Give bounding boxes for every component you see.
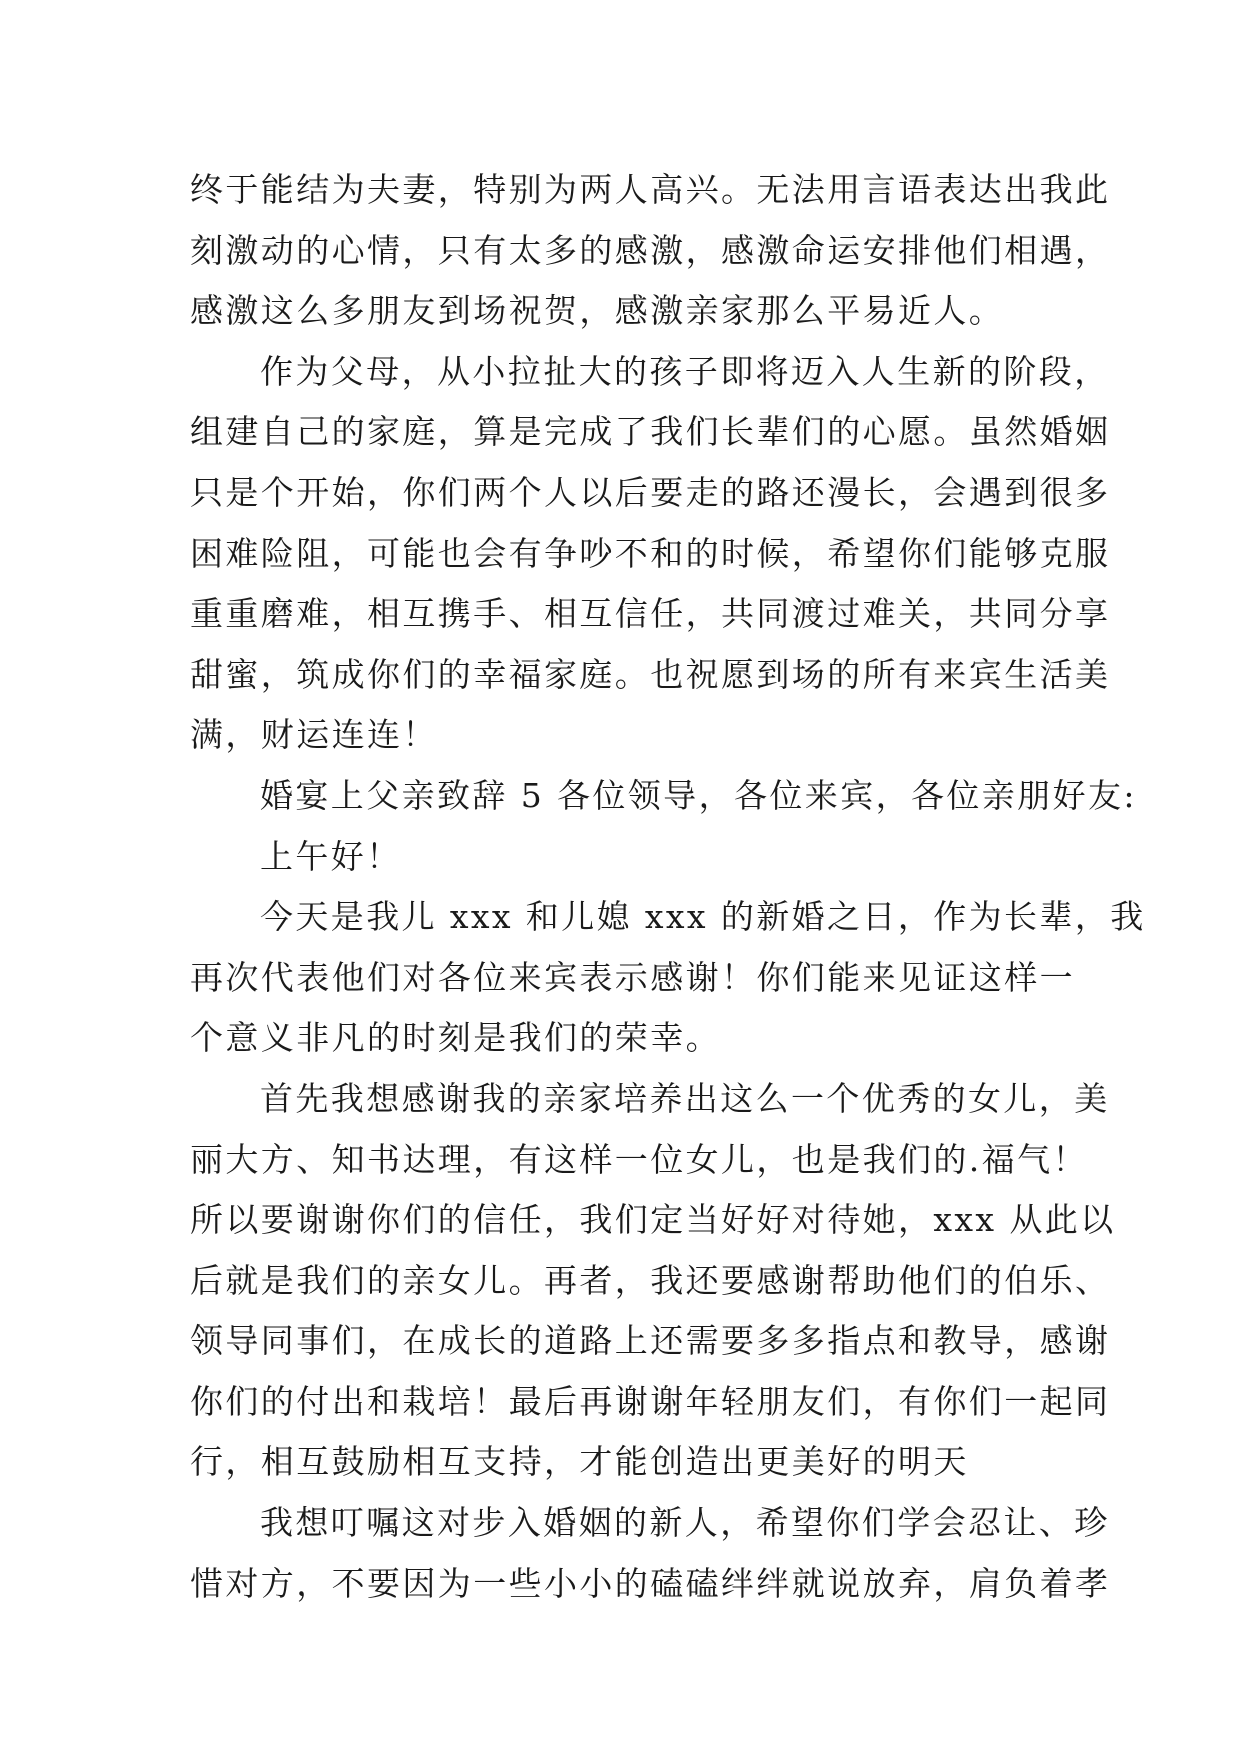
text-line: 作为父母，从小拉扯大的孩子即将迈入人生新的阶段， xyxy=(260,351,1110,391)
text-line: 个意义非凡的时刻是我们的荣幸。 xyxy=(190,1018,721,1058)
text-line: 刻激动的心情，只有太多的感激，感激命运安排他们相遇， xyxy=(190,230,1111,270)
text-line: 上午好！ xyxy=(260,836,402,876)
text-line: 后就是我们的亲女儿。再者，我还要感谢帮助他们的伯乐、 xyxy=(190,1260,1111,1300)
text-line: 再次代表他们对各位来宾表示感谢！你们能来见证这样一 xyxy=(190,957,1075,997)
text-line: 满，财运连连！ xyxy=(190,715,438,755)
text-line: 今天是我儿 xxx 和儿媳 xxx 的新婚之日，作为长辈，我 xyxy=(260,897,1146,937)
text-line: 你们的付出和栽培！最后再谢谢年轻朋友们，有你们一起同 xyxy=(190,1381,1111,1421)
text-line: 领导同事们，在成长的道路上还需要多多指点和教导，感谢 xyxy=(190,1321,1111,1361)
text-line: 困难险阻，可能也会有争吵不和的时候，希望你们能够克服 xyxy=(190,533,1111,573)
text-line: 只是个开始，你们两个人以后要走的路还漫长，会遇到很多 xyxy=(190,472,1111,512)
text-line: 婚宴上父亲致辞 5 各位领导，各位来宾，各位亲朋好友: xyxy=(260,775,1137,815)
text-line: 组建自己的家庭，算是完成了我们长辈们的心愿。虽然婚姻 xyxy=(190,412,1111,452)
text-line: 终于能结为夫妻，特别为两人高兴。无法用言语表达出我此 xyxy=(190,170,1111,209)
text-line: 首先我想感谢我的亲家培养出这么一个优秀的女儿，美 xyxy=(260,1078,1110,1118)
text-line: 惜对方，不要因为一些小小的磕磕绊绊就说放弃，肩负着孝 xyxy=(190,1563,1111,1603)
text-line: 我想叮嘱这对步入婚姻的新人，希望你们学会忍让、珍 xyxy=(260,1503,1110,1543)
document-body xyxy=(190,160,1146,1614)
text-line: 重重磨难，相互携手、相互信任，共同渡过难关，共同分享 xyxy=(190,594,1111,634)
text-line: 行，相互鼓励相互支持，才能创造出更美好的明天 xyxy=(190,1442,969,1482)
text-line: 所以要谢谢你们的信任，我们定当好好对待她，xxx 从此以 xyxy=(190,1200,1116,1240)
text-line: 丽大方、知书达理，有这样一位女儿，也是我们的.福气！ xyxy=(190,1139,1088,1179)
text-line: 甜蜜，筑成你们的幸福家庭。也祝愿到场的所有来宾生活美 xyxy=(190,654,1111,694)
text-line: 感激这么多朋友到场祝贺，感激亲家那么平易近人。 xyxy=(190,291,1005,331)
